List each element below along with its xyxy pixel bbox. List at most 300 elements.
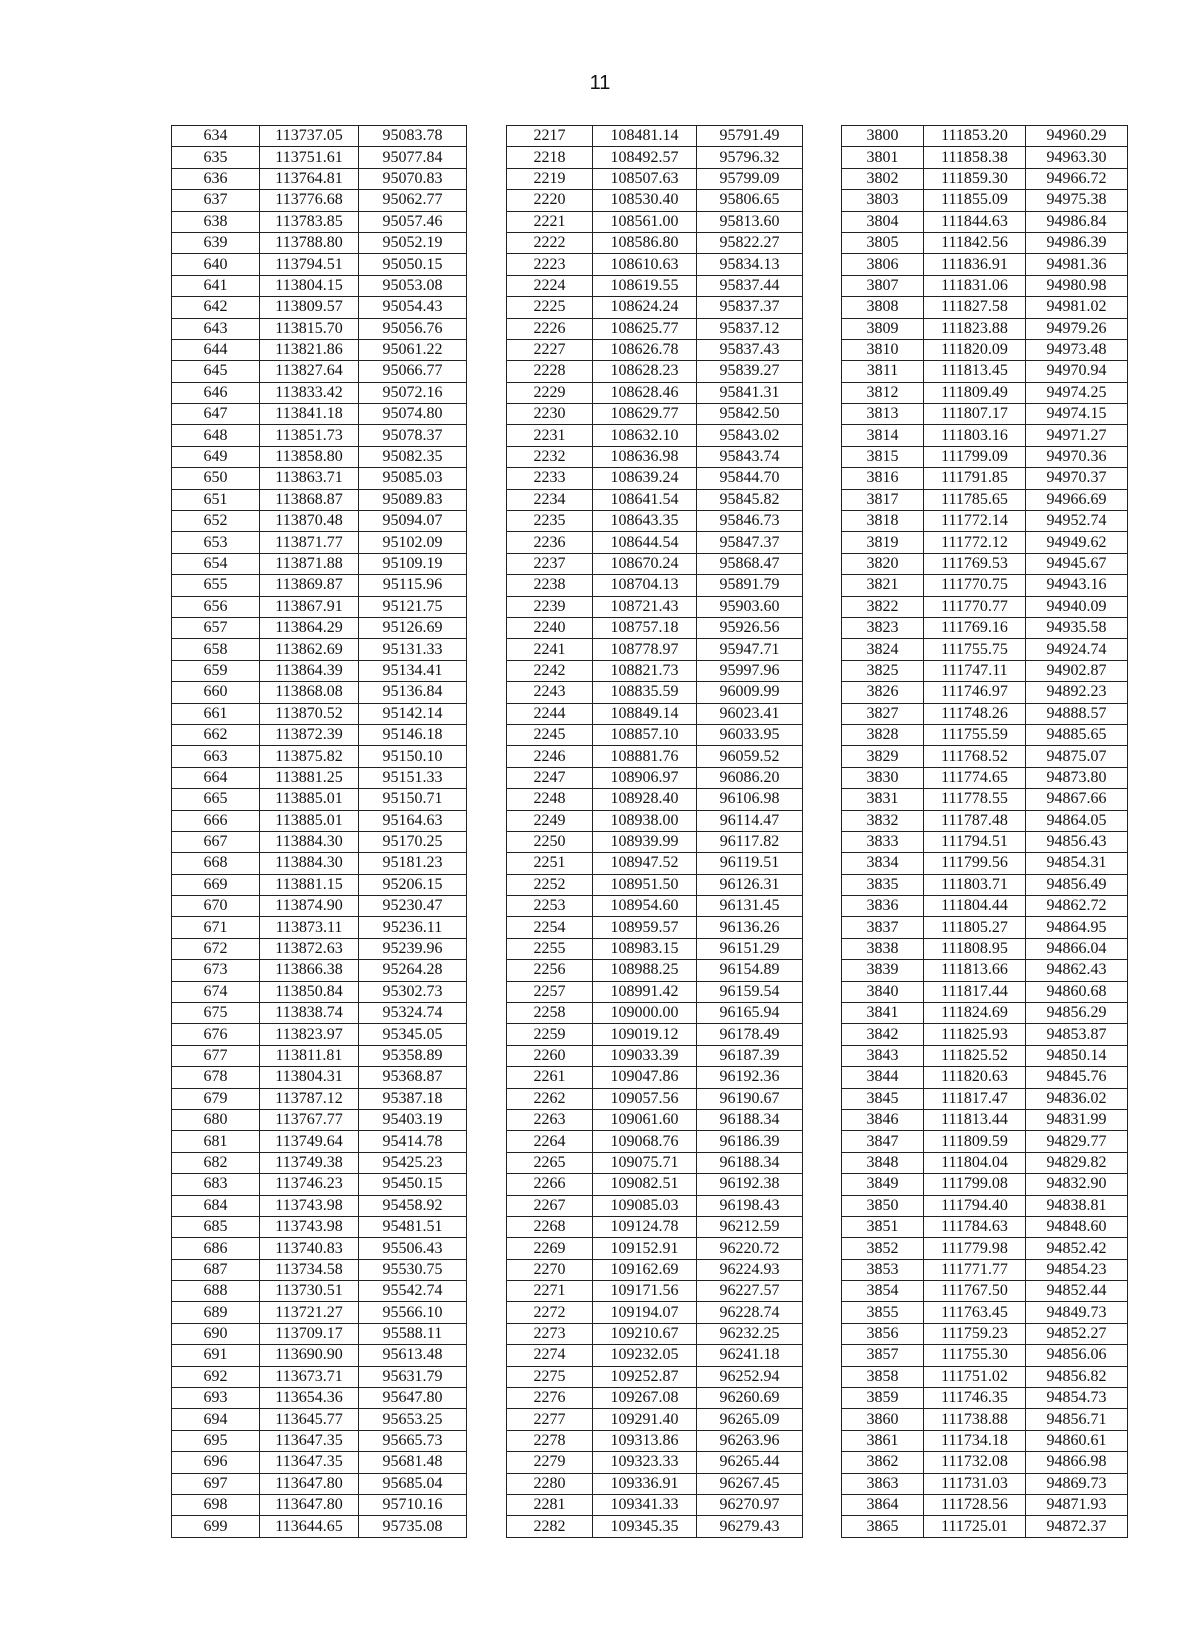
y-coordinate-cell: 96227.57 [697,1281,803,1302]
x-coordinate-cell: 109291.40 [593,1409,697,1430]
point-number-cell: 656 [172,596,260,617]
x-coordinate-cell: 113850.84 [260,981,359,1002]
x-coordinate-cell: 111809.59 [924,1131,1026,1152]
point-number-cell: 2235 [507,511,593,532]
y-coordinate-cell: 95089.83 [359,489,467,510]
table-row [172,1430,467,1451]
y-coordinate-cell: 94971.27 [1026,425,1128,446]
x-coordinate-cell: 111808.95 [924,938,1026,959]
point-number-cell: 2231 [507,425,593,446]
table-row [172,254,467,275]
point-number-cell: 647 [172,404,260,425]
y-coordinate-cell: 95506.43 [359,1238,467,1259]
point-number-cell: 665 [172,789,260,810]
table-row [507,1495,803,1516]
y-coordinate-cell: 94852.42 [1026,1238,1128,1259]
x-coordinate-cell: 113884.30 [260,853,359,874]
table-row [507,254,803,275]
point-number-cell: 3862 [842,1452,924,1473]
y-coordinate-cell: 94867.66 [1026,789,1128,810]
table-row [172,1302,467,1323]
point-number-cell: 3819 [842,532,924,553]
x-coordinate-cell: 111804.44 [924,896,1026,917]
table-row [172,981,467,1002]
table-row [842,1281,1128,1302]
y-coordinate-cell: 95813.60 [697,211,803,232]
table-row [507,468,803,489]
table-row [172,1345,467,1366]
point-number-cell: 3844 [842,1067,924,1088]
point-number-cell: 2244 [507,703,593,724]
point-number-cell: 2278 [507,1430,593,1451]
x-coordinate-cell: 113841.18 [260,404,359,425]
point-number-cell: 667 [172,831,260,852]
y-coordinate-cell: 94986.84 [1026,211,1128,232]
table-row [172,1388,467,1409]
y-coordinate-cell: 94963.30 [1026,147,1128,168]
point-number-cell: 638 [172,211,260,232]
y-coordinate-cell: 95083.78 [359,126,467,147]
table-row [172,511,467,532]
x-coordinate-cell: 109210.67 [593,1323,697,1344]
y-coordinate-cell: 94966.72 [1026,168,1128,189]
point-number-cell: 2267 [507,1195,593,1216]
y-coordinate-cell: 95566.10 [359,1302,467,1323]
y-coordinate-cell: 95653.25 [359,1409,467,1430]
table-row [842,232,1128,253]
x-coordinate-cell: 113734.58 [260,1259,359,1280]
y-coordinate-cell: 94856.71 [1026,1409,1128,1430]
point-number-cell: 3864 [842,1495,924,1516]
point-number-cell: 635 [172,147,260,168]
x-coordinate-cell: 108644.54 [593,532,697,553]
y-coordinate-cell: 95066.77 [359,361,467,382]
point-number-cell: 662 [172,724,260,745]
point-number-cell: 636 [172,168,260,189]
y-coordinate-cell: 95302.73 [359,981,467,1002]
table-row [842,147,1128,168]
y-coordinate-cell: 94838.81 [1026,1195,1128,1216]
x-coordinate-cell: 108757.18 [593,617,697,638]
point-number-cell: 3822 [842,596,924,617]
x-coordinate-cell: 111858.38 [924,147,1026,168]
point-number-cell: 637 [172,190,260,211]
y-coordinate-cell: 95846.73 [697,511,803,532]
y-coordinate-cell: 96023.41 [697,703,803,724]
y-coordinate-cell: 94832.90 [1026,1174,1128,1195]
x-coordinate-cell: 108628.23 [593,361,697,382]
x-coordinate-cell: 111859.30 [924,168,1026,189]
y-coordinate-cell: 96106.98 [697,789,803,810]
x-coordinate-cell: 113644.65 [260,1516,359,1537]
table-row [842,1516,1128,1537]
table-row [507,489,803,510]
point-number-cell: 2270 [507,1259,593,1280]
table-row [842,789,1128,810]
table-row [842,1495,1128,1516]
point-number-cell: 3816 [842,468,924,489]
y-coordinate-cell: 95806.65 [697,190,803,211]
y-coordinate-cell: 94966.69 [1026,489,1128,510]
x-coordinate-cell: 111768.52 [924,746,1026,767]
x-coordinate-cell: 113809.57 [260,297,359,318]
table-row [172,1259,467,1280]
table-row [842,1259,1128,1280]
x-coordinate-cell: 111779.98 [924,1238,1026,1259]
table-row [172,468,467,489]
table-row [842,896,1128,917]
y-coordinate-cell: 94850.14 [1026,1045,1128,1066]
x-coordinate-cell: 113851.73 [260,425,359,446]
x-coordinate-cell: 113868.87 [260,489,359,510]
table-row [842,596,1128,617]
x-coordinate-cell: 113873.11 [260,917,359,938]
x-coordinate-cell: 111785.65 [924,489,1026,510]
y-coordinate-cell: 95414.78 [359,1131,467,1152]
y-coordinate-cell: 96131.45 [697,896,803,917]
x-coordinate-cell: 108626.78 [593,339,697,360]
table-row [172,1516,467,1537]
table-row [507,1473,803,1494]
point-number-cell: 2268 [507,1216,593,1237]
table-row [842,1174,1128,1195]
point-number-cell: 2258 [507,1003,593,1024]
table-row [842,917,1128,938]
point-number-cell: 3832 [842,810,924,831]
table-row [172,1216,467,1237]
point-number-cell: 3842 [842,1024,924,1045]
y-coordinate-cell: 95926.56 [697,617,803,638]
point-number-cell: 2275 [507,1366,593,1387]
y-coordinate-cell: 95847.37 [697,532,803,553]
y-coordinate-cell: 94945.67 [1026,553,1128,574]
point-number-cell: 3856 [842,1323,924,1344]
point-number-cell: 2239 [507,596,593,617]
x-coordinate-cell: 113776.68 [260,190,359,211]
table-row [507,1003,803,1024]
x-coordinate-cell: 113751.61 [260,147,359,168]
x-coordinate-cell: 108778.97 [593,639,697,660]
x-coordinate-cell: 108954.60 [593,896,697,917]
point-number-cell: 2277 [507,1409,593,1430]
table-row [507,126,803,147]
y-coordinate-cell: 95077.84 [359,147,467,168]
point-number-cell: 2247 [507,767,593,788]
y-coordinate-cell: 95061.22 [359,339,467,360]
point-number-cell: 669 [172,874,260,895]
y-coordinate-cell: 95062.77 [359,190,467,211]
table-row [172,617,467,638]
x-coordinate-cell: 109033.39 [593,1045,697,1066]
table-row [842,1473,1128,1494]
y-coordinate-cell: 95681.48 [359,1452,467,1473]
point-number-cell: 3865 [842,1516,924,1537]
y-coordinate-cell: 95891.79 [697,575,803,596]
y-coordinate-cell: 95903.60 [697,596,803,617]
table-row [172,746,467,767]
x-coordinate-cell: 113833.42 [260,382,359,403]
table-row [172,318,467,339]
x-coordinate-cell: 109336.91 [593,1473,697,1494]
x-coordinate-cell: 113647.80 [260,1473,359,1494]
x-coordinate-cell: 111805.27 [924,917,1026,938]
point-number-cell: 658 [172,639,260,660]
table-row [172,1045,467,1066]
x-coordinate-cell: 113690.90 [260,1345,359,1366]
point-number-cell: 698 [172,1495,260,1516]
y-coordinate-cell: 96154.89 [697,960,803,981]
y-coordinate-cell: 94856.29 [1026,1003,1128,1024]
x-coordinate-cell: 111803.16 [924,425,1026,446]
table-row [507,425,803,446]
x-coordinate-cell: 108959.57 [593,917,697,938]
table-row [507,232,803,253]
x-coordinate-cell: 113870.52 [260,703,359,724]
x-coordinate-cell: 113737.05 [260,126,359,147]
point-number-cell: 2233 [507,468,593,489]
point-number-cell: 3843 [842,1045,924,1066]
x-coordinate-cell: 111831.06 [924,275,1026,296]
point-number-cell: 2217 [507,126,593,147]
y-coordinate-cell: 95530.75 [359,1259,467,1280]
x-coordinate-cell: 108636.98 [593,446,697,467]
x-coordinate-cell: 109085.03 [593,1195,697,1216]
x-coordinate-cell: 113794.51 [260,254,359,275]
x-coordinate-cell: 111836.91 [924,254,1026,275]
y-coordinate-cell: 94943.16 [1026,575,1128,596]
x-coordinate-cell: 111784.63 [924,1216,1026,1237]
x-coordinate-cell: 109162.69 [593,1259,697,1280]
x-coordinate-cell: 113885.01 [260,789,359,810]
x-coordinate-cell: 108704.13 [593,575,697,596]
y-coordinate-cell: 95239.96 [359,938,467,959]
table-row [842,1216,1128,1237]
y-coordinate-cell: 96165.94 [697,1003,803,1024]
x-coordinate-cell: 113872.63 [260,938,359,959]
table-row [172,767,467,788]
table-row [507,446,803,467]
x-coordinate-cell: 108670.24 [593,553,697,574]
table-row [172,596,467,617]
x-coordinate-cell: 111734.18 [924,1430,1026,1451]
x-coordinate-cell: 108988.25 [593,960,697,981]
y-coordinate-cell: 96136.26 [697,917,803,938]
x-coordinate-cell: 109000.00 [593,1003,697,1024]
table-row [172,1195,467,1216]
x-coordinate-cell: 113885.01 [260,810,359,831]
y-coordinate-cell: 94860.61 [1026,1430,1128,1451]
point-number-cell: 3811 [842,361,924,382]
x-coordinate-cell: 111794.40 [924,1195,1026,1216]
table-row [842,682,1128,703]
table-row [172,1003,467,1024]
x-coordinate-cell: 113721.27 [260,1302,359,1323]
point-number-cell: 645 [172,361,260,382]
x-coordinate-cell: 108643.35 [593,511,697,532]
point-number-cell: 3857 [842,1345,924,1366]
y-coordinate-cell: 96033.95 [697,724,803,745]
y-coordinate-cell: 96220.72 [697,1238,803,1259]
point-number-cell: 2253 [507,896,593,917]
x-coordinate-cell: 111827.58 [924,297,1026,318]
table-row [842,275,1128,296]
y-coordinate-cell: 95647.80 [359,1388,467,1409]
y-coordinate-cell: 96241.18 [697,1345,803,1366]
point-number-cell: 2256 [507,960,593,981]
point-number-cell: 680 [172,1109,260,1130]
y-coordinate-cell: 95126.69 [359,617,467,638]
point-number-cell: 664 [172,767,260,788]
table-row [172,361,467,382]
point-number-cell: 3863 [842,1473,924,1494]
x-coordinate-cell: 111825.93 [924,1024,1026,1045]
y-coordinate-cell: 96265.09 [697,1409,803,1430]
y-coordinate-cell: 96198.43 [697,1195,803,1216]
table-row [172,532,467,553]
table-row [842,190,1128,211]
x-coordinate-cell: 111732.08 [924,1452,1026,1473]
table-row [507,703,803,724]
page-number: 11 [589,72,611,94]
point-number-cell: 676 [172,1024,260,1045]
y-coordinate-cell: 95841.31 [697,382,803,403]
point-number-cell: 2249 [507,810,593,831]
point-number-cell: 694 [172,1409,260,1430]
table-row [507,938,803,959]
x-coordinate-cell: 109152.91 [593,1238,697,1259]
table-row [842,361,1128,382]
y-coordinate-cell: 94829.77 [1026,1131,1128,1152]
point-number-cell: 2220 [507,190,593,211]
table-row [507,767,803,788]
y-coordinate-cell: 96114.47 [697,810,803,831]
y-coordinate-cell: 95791.49 [697,126,803,147]
y-coordinate-cell: 95710.16 [359,1495,467,1516]
y-coordinate-cell: 95115.96 [359,575,467,596]
x-coordinate-cell: 111755.75 [924,639,1026,660]
x-coordinate-cell: 111807.17 [924,404,1026,425]
point-number-cell: 3823 [842,617,924,638]
y-coordinate-cell: 95735.08 [359,1516,467,1537]
point-number-cell: 3861 [842,1430,924,1451]
point-number-cell: 3810 [842,339,924,360]
x-coordinate-cell: 111813.66 [924,960,1026,981]
table-row [507,1088,803,1109]
point-number-cell: 2237 [507,553,593,574]
x-coordinate-cell: 111791.85 [924,468,1026,489]
point-number-cell: 3849 [842,1174,924,1195]
table-row [507,147,803,168]
y-coordinate-cell: 94981.02 [1026,297,1128,318]
table-row [842,1345,1128,1366]
point-number-cell: 3846 [842,1109,924,1130]
y-coordinate-cell: 95134.41 [359,660,467,681]
x-coordinate-cell: 111755.59 [924,724,1026,745]
point-number-cell: 3841 [842,1003,924,1024]
x-coordinate-cell: 113647.35 [260,1452,359,1473]
point-number-cell: 666 [172,810,260,831]
point-number-cell: 2252 [507,874,593,895]
y-coordinate-cell: 96126.31 [697,874,803,895]
x-coordinate-cell: 108586.80 [593,232,697,253]
y-coordinate-cell: 94892.23 [1026,682,1128,703]
table-row [842,960,1128,981]
x-coordinate-cell: 113867.91 [260,596,359,617]
x-coordinate-cell: 108530.40 [593,190,697,211]
point-number-cell: 693 [172,1388,260,1409]
coordinates-table-3 [841,125,1128,1538]
y-coordinate-cell: 95170.25 [359,831,467,852]
point-number-cell: 2266 [507,1174,593,1195]
point-number-cell: 2281 [507,1495,593,1516]
table-row [842,1024,1128,1045]
x-coordinate-cell: 111853.20 [924,126,1026,147]
x-coordinate-cell: 111746.97 [924,682,1026,703]
x-coordinate-cell: 108561.00 [593,211,697,232]
y-coordinate-cell: 96159.54 [697,981,803,1002]
y-coordinate-cell: 95450.15 [359,1174,467,1195]
y-coordinate-cell: 94849.73 [1026,1302,1128,1323]
y-coordinate-cell: 96252.94 [697,1366,803,1387]
y-coordinate-cell: 95799.09 [697,168,803,189]
table-row [842,724,1128,745]
x-coordinate-cell: 109313.86 [593,1430,697,1451]
table-row [507,639,803,660]
x-coordinate-cell: 111823.88 [924,318,1026,339]
point-number-cell: 2282 [507,1516,593,1537]
y-coordinate-cell: 95665.73 [359,1430,467,1451]
table-row [507,1067,803,1088]
table-row [842,404,1128,425]
x-coordinate-cell: 113647.80 [260,1495,359,1516]
x-coordinate-cell: 108881.76 [593,746,697,767]
table-row [842,1131,1128,1152]
y-coordinate-cell: 96270.97 [697,1495,803,1516]
x-coordinate-cell: 111855.09 [924,190,1026,211]
point-number-cell: 674 [172,981,260,1002]
x-coordinate-cell: 109232.05 [593,1345,697,1366]
y-coordinate-cell: 95121.75 [359,596,467,617]
point-number-cell: 3825 [842,660,924,681]
x-coordinate-cell: 111763.45 [924,1302,1026,1323]
y-coordinate-cell: 96117.82 [697,831,803,852]
point-number-cell: 661 [172,703,260,724]
y-coordinate-cell: 95425.23 [359,1152,467,1173]
point-number-cell: 663 [172,746,260,767]
y-coordinate-cell: 94980.98 [1026,275,1128,296]
point-number-cell: 3851 [842,1216,924,1237]
y-coordinate-cell: 95843.02 [697,425,803,446]
point-number-cell: 3848 [842,1152,924,1173]
point-number-cell: 2245 [507,724,593,745]
table-row [842,1430,1128,1451]
y-coordinate-cell: 95150.71 [359,789,467,810]
point-number-cell: 3801 [842,147,924,168]
x-coordinate-cell: 113743.98 [260,1216,359,1237]
table-row [172,1409,467,1430]
table-row [842,1152,1128,1173]
table-row [842,639,1128,660]
y-coordinate-cell: 96260.69 [697,1388,803,1409]
y-coordinate-cell: 95387.18 [359,1088,467,1109]
y-coordinate-cell: 95685.04 [359,1473,467,1494]
y-coordinate-cell: 94860.68 [1026,981,1128,1002]
point-number-cell: 692 [172,1366,260,1387]
y-coordinate-cell: 94862.43 [1026,960,1128,981]
x-coordinate-cell: 111799.56 [924,853,1026,874]
x-coordinate-cell: 108628.46 [593,382,697,403]
y-coordinate-cell: 95236.11 [359,917,467,938]
